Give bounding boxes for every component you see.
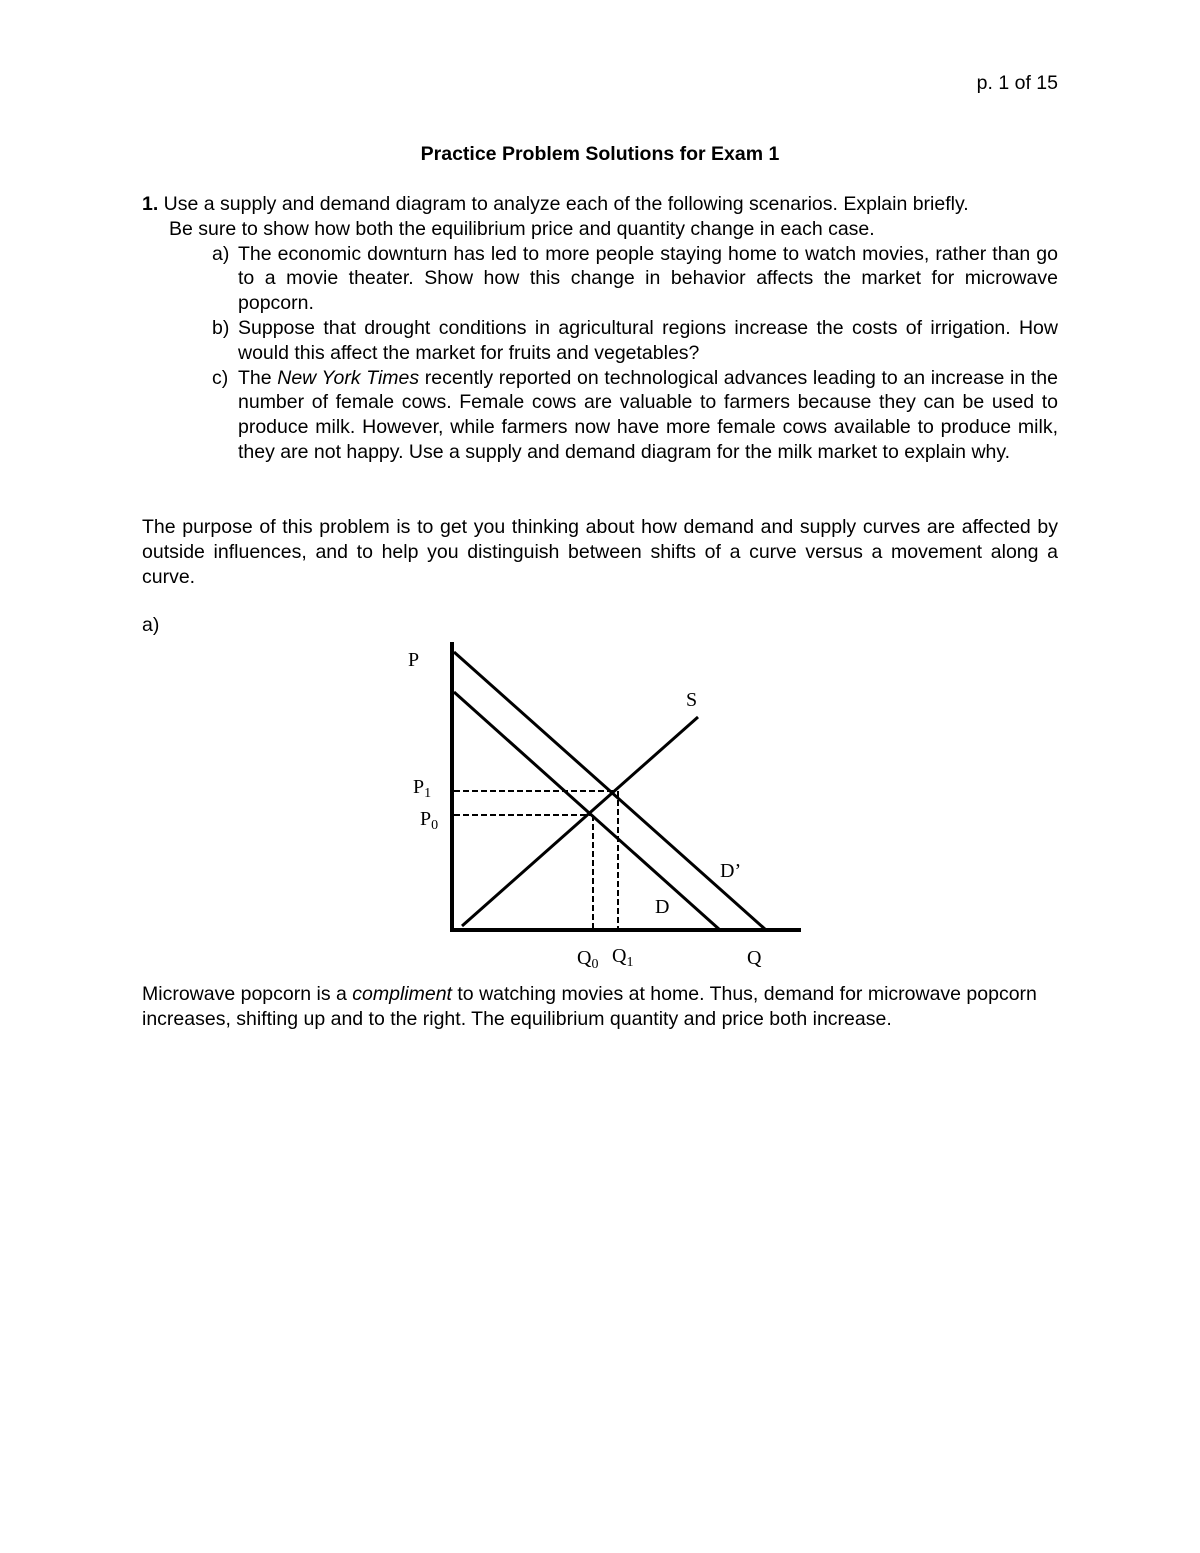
question-number: 1. xyxy=(142,193,159,215)
document-title: Practice Problem Solutions for Exam 1 xyxy=(420,143,780,165)
sub-question-text-after: recently reported on technological advances leading to an increase in the number of female cows. Female cows are valuable to farmers because they can be used to produce milk. However, while farmers now have more female cows available to produce milk, they are not happy. Use a supply and demand diagram for the milk market to explain why. xyxy=(238,366,1058,463)
q1-label-base: Q xyxy=(612,945,627,967)
demand-label: D xyxy=(655,896,670,918)
sub-question-letter: c) xyxy=(212,366,229,389)
x-axis-label: Q xyxy=(747,947,762,969)
conclusion-text-after: to watching movies at home. Thus, demand for microwave popcorn increases, shifting up and to the right. The equilibrium quantity and price both increase. xyxy=(142,983,1037,1030)
q1-label xyxy=(612,945,633,970)
p1-label-sub: 1 xyxy=(424,786,432,801)
purpose-paragraph: The purpose of this problem is to get you thinking about how demand and supply curves are affected by outside influences, and to help you distinguish between shifts of a curve versus a movement along a curve. xyxy=(142,516,1058,588)
p0-label xyxy=(420,808,438,833)
q0-label-base: Q xyxy=(577,947,592,969)
supply-label: S xyxy=(686,689,698,711)
question-intro-line2: Be sure to show how both the equilibrium price and quantity change in each case. xyxy=(169,217,875,240)
sub-question-text: Suppose that drought conditions in agricultural regions increase the costs of irrigation. How would this affect the market for fruits and vegetables? xyxy=(238,316,1058,364)
part-a-label: a) xyxy=(142,614,160,636)
sub-question-text-before: The xyxy=(238,366,278,389)
newspaper-title: New York Times xyxy=(277,366,420,389)
p0-label-sub: 0 xyxy=(431,818,439,833)
y-axis-label: P xyxy=(408,649,420,671)
sub-question-letter: a) xyxy=(212,242,230,265)
demand-new-label: D’ xyxy=(720,860,742,882)
demand-curve xyxy=(454,692,720,930)
conclusion-emphasis: compliment xyxy=(352,983,452,1005)
question-intro-line1: Use a supply and demand diagram to analyze each of the following scenarios. Explain briefly. xyxy=(158,193,969,215)
sub-question-text: The economic downturn has led to more people staying home to watch movies, rather than go to a movie theater. Show how this change in behavior affects the market for microwave popcorn. xyxy=(238,242,1058,315)
p1-label xyxy=(413,776,431,801)
conclusion-paragraph xyxy=(142,982,1058,1032)
sub-question-letter: b) xyxy=(212,316,230,339)
supply-curve xyxy=(462,717,698,926)
q1-label-sub: 1 xyxy=(626,955,634,970)
page-number: p. 1 of 15 xyxy=(976,72,1058,94)
p1-label-base: P xyxy=(413,776,425,798)
conclusion-text-before: Microwave popcorn is a xyxy=(142,983,353,1005)
q0-label xyxy=(577,947,598,972)
q0-label-sub: 0 xyxy=(591,957,599,972)
p0-label-base: P xyxy=(420,808,432,830)
